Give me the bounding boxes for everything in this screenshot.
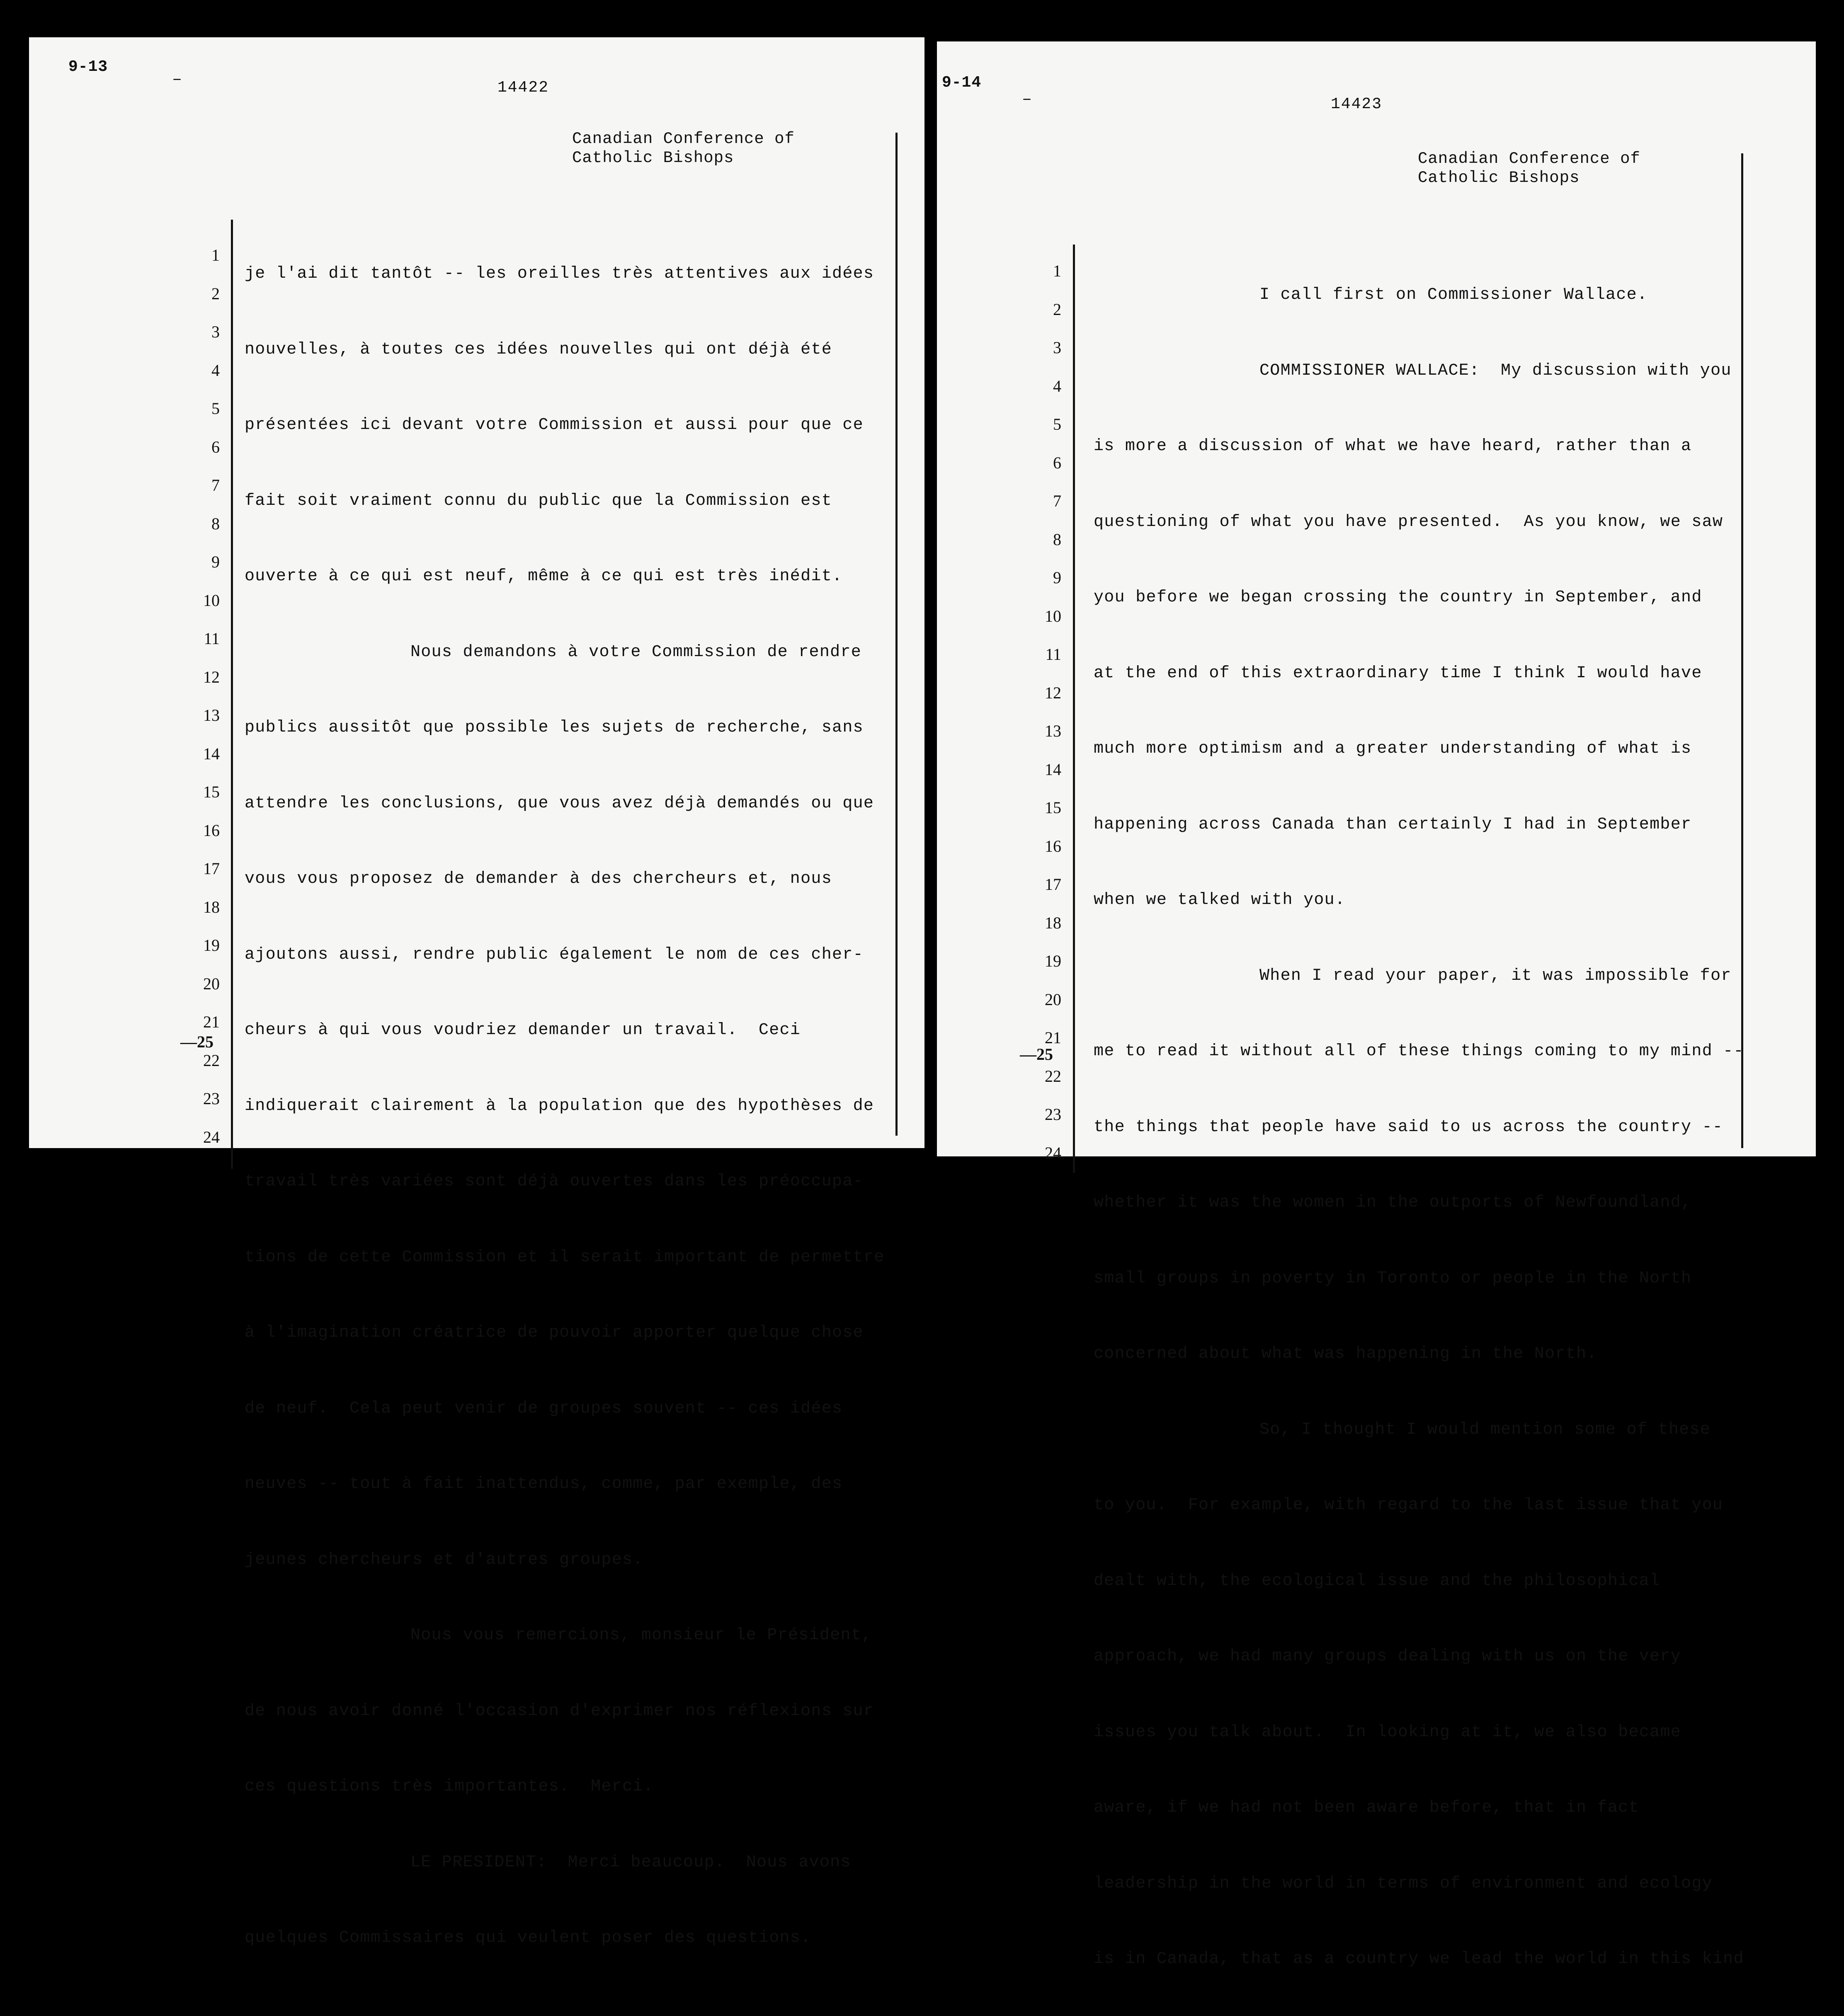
line-number: 18: [203, 897, 220, 916]
line-number: 9: [1053, 568, 1061, 587]
transcript-line: cheurs à qui vous voudriez demander un travail. Ceci: [245, 1021, 801, 1040]
right-page-corner-label: 9-14: [942, 74, 982, 92]
transcript-line: vous vous proposez de demander à des chercheurs et, nous: [245, 870, 832, 888]
line-number: 22: [1045, 1066, 1061, 1086]
transcript-line: whether it was the women in the outports of Newfoundland,: [1094, 1193, 1692, 1212]
right-header-line2: Catholic Bishops: [1418, 169, 1580, 187]
transcript-line: dealt with, the ecological issue and the philosophical: [1094, 1571, 1660, 1590]
line-number: 16: [203, 821, 220, 840]
left-margin-rule: [231, 220, 233, 1169]
line-number: 3: [1053, 338, 1061, 357]
line-number: 8: [1053, 530, 1061, 549]
line-number: 6: [1053, 453, 1061, 472]
left-page-number: 14422: [497, 79, 549, 97]
line-number: 19: [1045, 952, 1061, 970]
line-number: 21: [203, 1013, 220, 1031]
line-number: 8: [211, 514, 220, 533]
line-number: 1: [211, 246, 220, 264]
transcript-line: travail très variées sont déjà ouvertes dans les préoccupa-: [245, 1172, 864, 1191]
transcript-line: at the end of this extraordinary time I think I would have: [1094, 664, 1702, 683]
line-number: 15: [1045, 798, 1061, 817]
line-number: 12: [1045, 683, 1061, 702]
transcript-line: I call first on Commissioner Wallace.: [1259, 286, 1648, 304]
transcript-line: issues you talk about. In looking at it, we also became: [1094, 1723, 1681, 1742]
line-number: 22: [203, 1051, 220, 1070]
transcript-line: COMMISSIONER WALLACE: My discussion with you: [1259, 361, 1732, 380]
line-number: 5: [1053, 415, 1061, 434]
line-number: 20: [1045, 990, 1061, 1009]
transcript-line: me to read it without all of these things coming to my mind --: [1094, 1042, 1744, 1061]
right-page-top-dash: –: [1022, 90, 1032, 109]
line-number: 6: [211, 437, 220, 456]
line-number: 23: [203, 1089, 220, 1108]
right-page-number: 14423: [1331, 95, 1383, 113]
transcript-line: indiquerait clairement à la population que des hypothèses de: [245, 1096, 874, 1115]
transcript-line: happening across Canada than certainly I had in September: [1094, 815, 1692, 834]
right-header-line1: Canadian Conference of: [1418, 150, 1640, 168]
right-margin-rule: [1073, 245, 1075, 1173]
transcript-line: publics aussitôt que possible les sujets de recherche, sans: [245, 718, 864, 737]
line-number: 11: [1045, 645, 1061, 664]
line-number: 10: [1045, 606, 1061, 625]
transcript-line: is more a discussion of what we have heard, rather than a: [1094, 437, 1692, 456]
left-page-top-dash: –: [172, 70, 182, 89]
transcript-line: you before we began crossing the country in September, and: [1094, 588, 1702, 607]
transcript-line: nouvelles, à toutes ces idées nouvelles qui ont déjà été: [245, 340, 832, 359]
line-number: 7: [211, 476, 220, 494]
right-page-header: [1418, 149, 1640, 187]
line-number: 24: [1045, 1143, 1061, 1162]
transcript-line: aware, if we had not been aware before, that in fact: [1094, 1798, 1639, 1817]
left-header-line1: Canadian Conference of: [572, 130, 795, 148]
line-number: 19: [203, 936, 220, 955]
line-number: 4: [1053, 376, 1061, 395]
left-right-margin-rule: [895, 133, 898, 1136]
transcript-line: présentées ici devant votre Commission et aussi pour que ce: [245, 416, 864, 434]
right-line-25-marker: —25: [1020, 1045, 1053, 1064]
transcript-line: à l'imagination créatrice de pouvoir apporter quelque chose: [245, 1323, 864, 1342]
left-line-numbers: [195, 236, 220, 1156]
transcript-line: jeunes chercheurs et d'autres groupes.: [245, 1550, 643, 1569]
left-transcript-text: [245, 218, 885, 1995]
transcript-line: approach, we had many groups dealing with us on the very: [1094, 1647, 1681, 1666]
left-page-corner-label: 9-13: [68, 58, 108, 76]
line-number: 12: [203, 667, 220, 686]
line-number: 5: [211, 399, 220, 418]
line-number: 20: [203, 974, 220, 993]
line-number: 15: [203, 783, 220, 801]
transcript-line: is in Canada, that as a country we lead the world in this kind: [1094, 1950, 1744, 1968]
transcript-line: Nous demandons à votre Commission de rendre: [410, 642, 862, 662]
line-number: 9: [211, 552, 220, 571]
line-number: 3: [211, 322, 220, 341]
transcript-line: concerned about what was happening in the North.: [1094, 1345, 1597, 1363]
right-transcript-text: [1094, 239, 1744, 2016]
left-page-header: [572, 129, 795, 167]
line-number: 18: [1045, 913, 1061, 932]
left-transcript-page: [29, 37, 924, 1947]
transcript-line: to you. For example, with regard to the last issue that you: [1094, 1496, 1723, 1514]
line-number: 14: [1045, 760, 1061, 779]
right-transcript-page: [937, 41, 1816, 1968]
line-number: 24: [203, 1127, 220, 1146]
transcript-line: the things that people have said to us across the country --: [1094, 1117, 1723, 1136]
transcript-line: Nous vous remercions, monsieur le Président,: [410, 1626, 872, 1645]
transcript-line: So, I thought I would mention some of these: [1259, 1420, 1711, 1439]
line-number: 2: [1053, 300, 1061, 319]
left-header-line2: Catholic Bishops: [572, 149, 734, 167]
line-number: 4: [211, 361, 220, 380]
line-number: 1: [1053, 262, 1061, 280]
transcript-line: When I read your paper, it was impossible for: [1259, 966, 1732, 985]
transcript-line: LE PRESIDENT: Merci beaucoup. Nous avons: [410, 1853, 851, 1872]
transcript-line: ces questions très importantes. Merci.: [245, 1777, 654, 1796]
transcript-line: much more optimism and a greater understanding of what is: [1094, 739, 1692, 758]
line-number: 14: [203, 744, 220, 763]
line-number: 13: [1045, 722, 1061, 740]
transcript-line: ajoutons aussi, rendre public également le nom de ces cher-: [245, 945, 864, 964]
line-number: 16: [1045, 836, 1061, 855]
transcript-line: attendre les conclusions, que vous avez déjà demandés ou que: [245, 794, 874, 813]
left-line-25-marker: —25: [180, 1032, 214, 1051]
transcript-line: fait soit vraiment connu du public que la Commission est: [245, 491, 832, 510]
transcript-line: de neuf. Cela peut venir de groupes souvent -- ces idées: [245, 1399, 843, 1418]
line-number: 17: [203, 859, 220, 878]
transcript-line: when we talked with you.: [1094, 891, 1346, 909]
transcript-line: quelques Commissaires qui veulent poser des questions.: [245, 1929, 811, 1947]
transcript-line: questioning of what you have presented. As you know, we saw: [1094, 512, 1723, 531]
transcript-line: tions de cette Commission et il serait important de permettre: [245, 1248, 885, 1267]
transcript-line: leadership in the world in terms of environment and ecology: [1094, 1874, 1713, 1893]
line-number: 21: [1045, 1028, 1061, 1047]
line-number: 17: [1045, 875, 1061, 894]
transcript-line: je l'ai dit tantôt -- les oreilles très attentives aux idées: [245, 264, 874, 283]
line-number: 2: [211, 284, 220, 303]
transcript-line: ouverte à ce qui est neuf, même à ce qui est très inédit.: [245, 567, 843, 586]
right-line-numbers: [1036, 252, 1061, 1172]
line-number: 7: [1053, 492, 1061, 510]
transcript-line: neuves -- tout à fait inattendus, comme, par exemple, des: [245, 1475, 843, 1493]
transcript-line: small groups in poverty in Toronto or people in the North: [1094, 1269, 1692, 1288]
line-number: 13: [203, 706, 220, 724]
line-number: 11: [204, 629, 220, 648]
line-number: 23: [1045, 1105, 1061, 1124]
line-number: 10: [203, 591, 220, 610]
transcript-line: de nous avoir donné l'occasion d'exprimer nos réflexions sur: [245, 1701, 874, 1720]
